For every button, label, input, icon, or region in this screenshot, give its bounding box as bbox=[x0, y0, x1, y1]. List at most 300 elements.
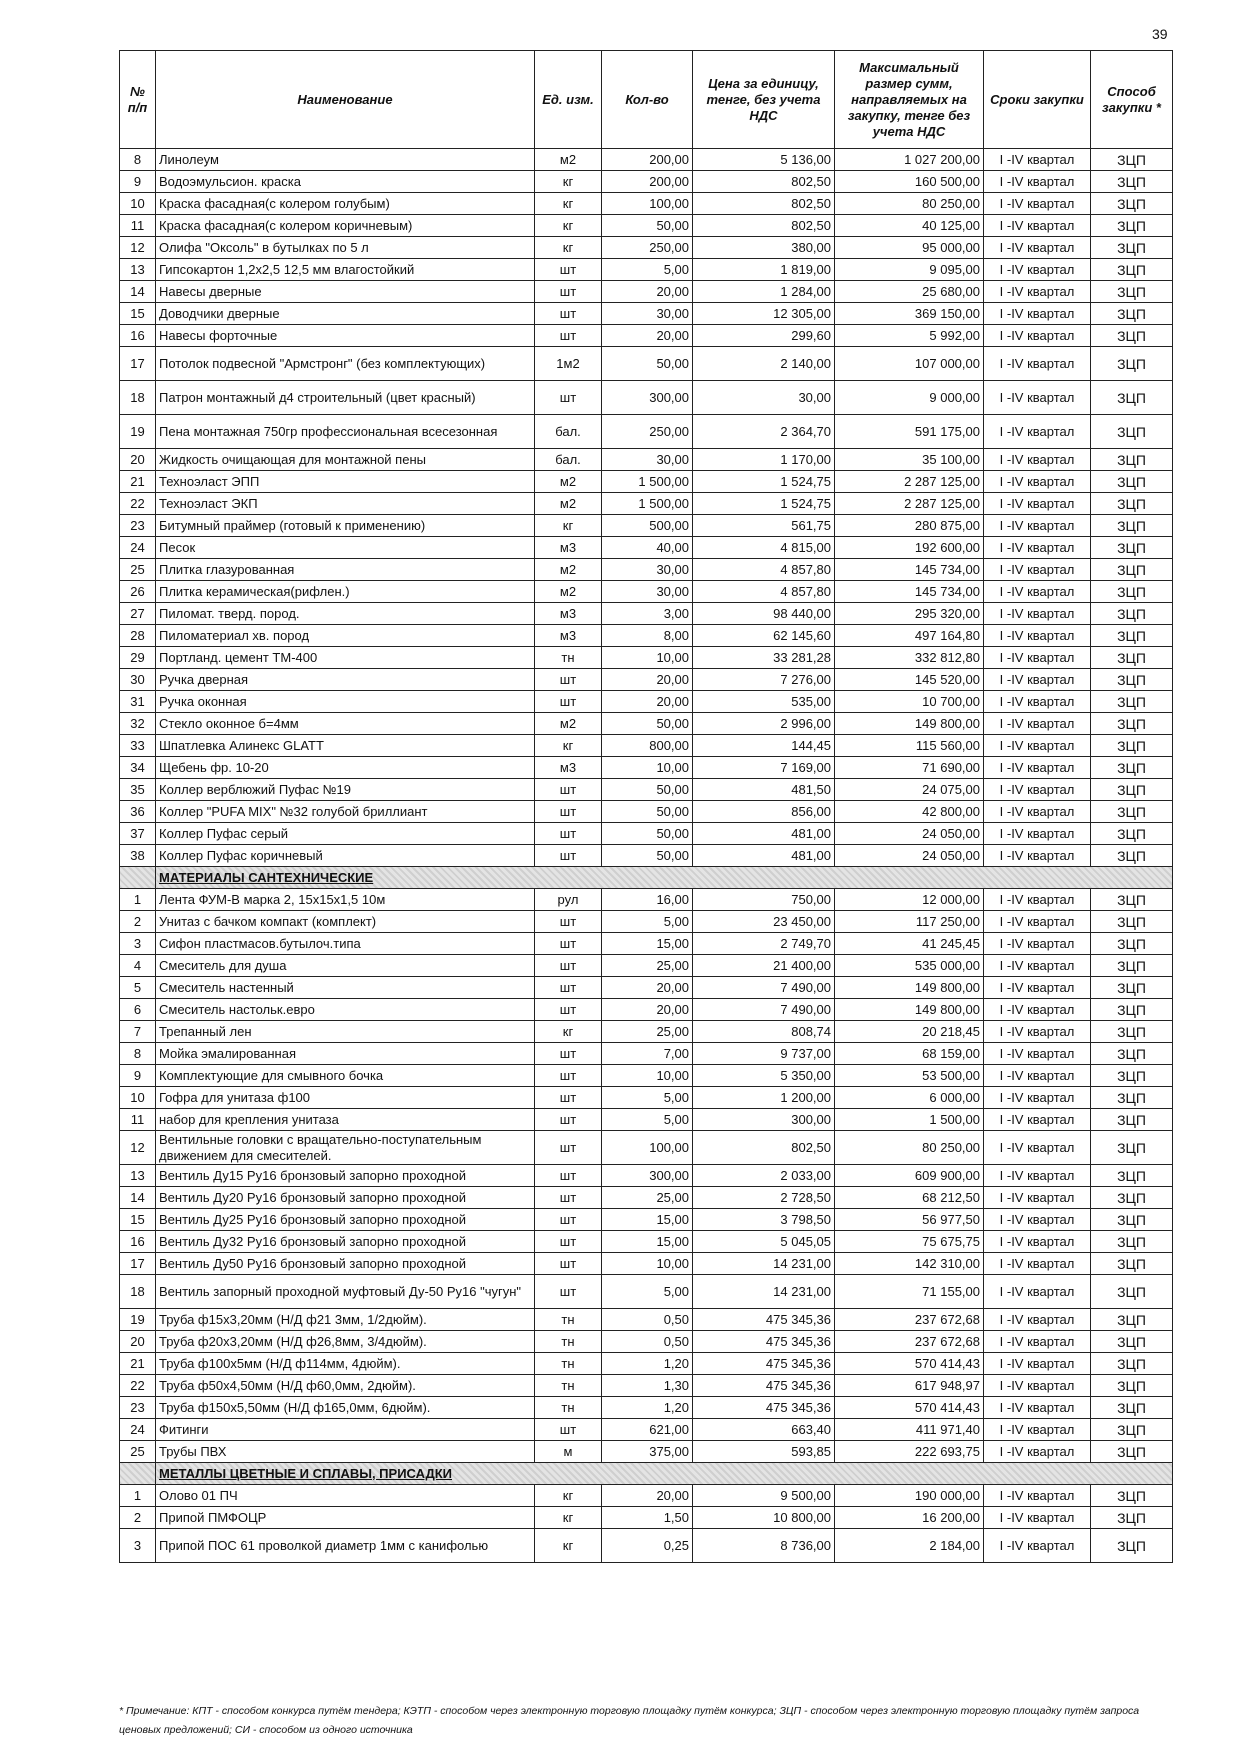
procurement-term-cell: I -IV квартал bbox=[984, 669, 1091, 691]
total-sum-cell: 6 000,00 bbox=[835, 1087, 984, 1109]
total-sum-cell: 9 000,00 bbox=[835, 381, 984, 415]
item-name: Навесы дверные bbox=[156, 281, 535, 303]
header-num: № п/п bbox=[120, 51, 156, 149]
row-number: 5 bbox=[120, 977, 156, 999]
procurement-method-cell: ЗЦП bbox=[1091, 977, 1173, 999]
unit-price-cell: 23 450,00 bbox=[693, 911, 835, 933]
quantity-cell: 621,00 bbox=[602, 1419, 693, 1441]
procurement-term-cell: I -IV квартал bbox=[984, 471, 1091, 493]
procurement-term-cell: I -IV квартал bbox=[984, 1419, 1091, 1441]
unit-price-cell: 9 500,00 bbox=[693, 1485, 835, 1507]
unit-price-cell: 98 440,00 bbox=[693, 603, 835, 625]
total-sum-cell: 192 600,00 bbox=[835, 537, 984, 559]
item-name: Смеситель настольк.евро bbox=[156, 999, 535, 1021]
procurement-method-cell: ЗЦП bbox=[1091, 1507, 1173, 1529]
section-row bbox=[120, 1463, 1173, 1485]
total-sum-cell: 107 000,00 bbox=[835, 347, 984, 381]
table-row bbox=[120, 713, 1173, 735]
unit-price-cell: 475 345,36 bbox=[693, 1397, 835, 1419]
total-sum-cell: 42 800,00 bbox=[835, 801, 984, 823]
quantity-cell: 10,00 bbox=[602, 1065, 693, 1087]
total-sum-cell: 369 150,00 bbox=[835, 303, 984, 325]
procurement-term-cell: I -IV квартал bbox=[984, 1441, 1091, 1463]
row-number: 15 bbox=[120, 1209, 156, 1231]
quantity-cell: 30,00 bbox=[602, 581, 693, 603]
unit-price-cell: 299,60 bbox=[693, 325, 835, 347]
row-number: 36 bbox=[120, 801, 156, 823]
table-row bbox=[120, 1253, 1173, 1275]
item-name: Шпатлевка Алинекс GLATT bbox=[156, 735, 535, 757]
table-row bbox=[120, 647, 1173, 669]
table-row bbox=[120, 955, 1173, 977]
total-sum-cell: 295 320,00 bbox=[835, 603, 984, 625]
unit-cell: шт bbox=[535, 779, 602, 801]
row-number: 9 bbox=[120, 1065, 156, 1087]
total-sum-cell: 570 414,43 bbox=[835, 1397, 984, 1419]
procurement-method-cell: ЗЦП bbox=[1091, 193, 1173, 215]
row-number: 37 bbox=[120, 823, 156, 845]
quantity-cell: 10,00 bbox=[602, 757, 693, 779]
table-row bbox=[120, 1087, 1173, 1109]
table-row bbox=[120, 1065, 1173, 1087]
table-row bbox=[120, 1309, 1173, 1331]
table-row bbox=[120, 823, 1173, 845]
procurement-method-cell: ЗЦП bbox=[1091, 515, 1173, 537]
row-number: 24 bbox=[120, 1419, 156, 1441]
quantity-cell: 20,00 bbox=[602, 1485, 693, 1507]
procurement-term-cell: I -IV квартал bbox=[984, 493, 1091, 515]
procurement-term-cell: I -IV квартал bbox=[984, 1397, 1091, 1419]
unit-cell: тн bbox=[535, 647, 602, 669]
unit-price-cell: 1 170,00 bbox=[693, 449, 835, 471]
procurement-method-cell: ЗЦП bbox=[1091, 1231, 1173, 1253]
unit-cell: бал. bbox=[535, 449, 602, 471]
unit-price-cell: 9 737,00 bbox=[693, 1043, 835, 1065]
procurement-method-cell: ЗЦП bbox=[1091, 1331, 1173, 1353]
table-header-row bbox=[120, 51, 1173, 149]
row-number: 18 bbox=[120, 1275, 156, 1309]
unit-cell: м3 bbox=[535, 537, 602, 559]
row-number: 32 bbox=[120, 713, 156, 735]
table-row bbox=[120, 1529, 1173, 1563]
item-name: Вентиль Ду15 Ру16 бронзовый запорно проходной bbox=[156, 1165, 535, 1187]
unit-cell: тн bbox=[535, 1375, 602, 1397]
item-name: Смеситель настенный bbox=[156, 977, 535, 999]
item-name: Ручка оконная bbox=[156, 691, 535, 713]
procurement-method-cell: ЗЦП bbox=[1091, 1209, 1173, 1231]
row-number: 14 bbox=[120, 281, 156, 303]
table-row bbox=[120, 1165, 1173, 1187]
procurement-term-cell: I -IV квартал bbox=[984, 1375, 1091, 1397]
item-name: Вентиль Ду32 Ру16 бронзовый запорно проходной bbox=[156, 1231, 535, 1253]
unit-cell: кг bbox=[535, 171, 602, 193]
procurement-term-cell: I -IV квартал bbox=[984, 559, 1091, 581]
item-name: Водоэмульсион. краска bbox=[156, 171, 535, 193]
total-sum-cell: 237 672,68 bbox=[835, 1309, 984, 1331]
total-sum-cell: 591 175,00 bbox=[835, 415, 984, 449]
total-sum-cell: 149 800,00 bbox=[835, 977, 984, 999]
procurement-method-cell: ЗЦП bbox=[1091, 381, 1173, 415]
procurement-term-cell: I -IV квартал bbox=[984, 735, 1091, 757]
total-sum-cell: 71 690,00 bbox=[835, 757, 984, 779]
item-name: Комплектующие для смывного бочка bbox=[156, 1065, 535, 1087]
item-name: Вентиль Ду20 Ру16 бронзовый запорно проходной bbox=[156, 1187, 535, 1209]
total-sum-cell: 41 245,45 bbox=[835, 933, 984, 955]
unit-price-cell: 2 996,00 bbox=[693, 713, 835, 735]
unit-price-cell: 14 231,00 bbox=[693, 1275, 835, 1309]
row-number: 19 bbox=[120, 415, 156, 449]
procurement-method-cell: ЗЦП bbox=[1091, 603, 1173, 625]
quantity-cell: 50,00 bbox=[602, 347, 693, 381]
item-name: Труба ф100х5мм (Н/Д ф114мм, 4дюйм). bbox=[156, 1353, 535, 1375]
unit-cell: шт bbox=[535, 801, 602, 823]
total-sum-cell: 149 800,00 bbox=[835, 999, 984, 1021]
procurement-term-cell: I -IV квартал bbox=[984, 1231, 1091, 1253]
table-row bbox=[120, 1419, 1173, 1441]
procurement-method-cell: ЗЦП bbox=[1091, 325, 1173, 347]
header-price: Цена за единицу, тенге, без учета НДС bbox=[693, 51, 835, 149]
row-number: 21 bbox=[120, 1353, 156, 1375]
total-sum-cell: 35 100,00 bbox=[835, 449, 984, 471]
procurement-method-cell: ЗЦП bbox=[1091, 1353, 1173, 1375]
quantity-cell: 1,30 bbox=[602, 1375, 693, 1397]
item-name: Техноэласт ЭПП bbox=[156, 471, 535, 493]
item-name: Краска фасадная(с колером голубым) bbox=[156, 193, 535, 215]
section-blank-cell bbox=[120, 1463, 156, 1485]
quantity-cell: 5,00 bbox=[602, 259, 693, 281]
quantity-cell: 15,00 bbox=[602, 1209, 693, 1231]
unit-cell: м2 bbox=[535, 493, 602, 515]
quantity-cell: 25,00 bbox=[602, 1187, 693, 1209]
row-number: 10 bbox=[120, 1087, 156, 1109]
unit-cell: рул bbox=[535, 889, 602, 911]
item-name: Ручка дверная bbox=[156, 669, 535, 691]
item-name: Линолеум bbox=[156, 149, 535, 171]
procurement-term-cell: I -IV квартал bbox=[984, 713, 1091, 735]
unit-price-cell: 802,50 bbox=[693, 193, 835, 215]
row-number: 26 bbox=[120, 581, 156, 603]
total-sum-cell: 20 218,45 bbox=[835, 1021, 984, 1043]
unit-cell: тн bbox=[535, 1397, 602, 1419]
unit-price-cell: 300,00 bbox=[693, 1109, 835, 1131]
item-name: Патрон монтажный д4 строительный (цвет красный) bbox=[156, 381, 535, 415]
unit-cell: кг bbox=[535, 237, 602, 259]
table-row bbox=[120, 381, 1173, 415]
row-number: 28 bbox=[120, 625, 156, 647]
item-name: Смеситель для душа bbox=[156, 955, 535, 977]
procurement-term-cell: I -IV квартал bbox=[984, 537, 1091, 559]
unit-cell: шт bbox=[535, 1187, 602, 1209]
table-row bbox=[120, 757, 1173, 779]
table-row bbox=[120, 625, 1173, 647]
quantity-cell: 50,00 bbox=[602, 801, 693, 823]
procurement-term-cell: I -IV квартал bbox=[984, 303, 1091, 325]
unit-cell: шт bbox=[535, 1231, 602, 1253]
item-name: Труба ф15х3,20мм (Н/Д ф21 3мм, 1/2дюйм). bbox=[156, 1309, 535, 1331]
section-blank-cell bbox=[120, 867, 156, 889]
procurement-method-cell: ЗЦП bbox=[1091, 933, 1173, 955]
total-sum-cell: 75 675,75 bbox=[835, 1231, 984, 1253]
quantity-cell: 20,00 bbox=[602, 977, 693, 999]
quantity-cell: 300,00 bbox=[602, 1165, 693, 1187]
procurement-method-cell: ЗЦП bbox=[1091, 1309, 1173, 1331]
unit-price-cell: 62 145,60 bbox=[693, 625, 835, 647]
item-name: Пиломатериал хв. пород bbox=[156, 625, 535, 647]
row-number: 31 bbox=[120, 691, 156, 713]
procurement-method-cell: ЗЦП bbox=[1091, 559, 1173, 581]
table-row bbox=[120, 493, 1173, 515]
item-name: Припой ПМФОЦР bbox=[156, 1507, 535, 1529]
total-sum-cell: 80 250,00 bbox=[835, 1131, 984, 1165]
unit-cell: кг bbox=[535, 515, 602, 537]
procurement-term-cell: I -IV квартал bbox=[984, 647, 1091, 669]
unit-price-cell: 2 140,00 bbox=[693, 347, 835, 381]
procurement-method-cell: ЗЦП bbox=[1091, 735, 1173, 757]
quantity-cell: 8,00 bbox=[602, 625, 693, 647]
procurement-term-cell: I -IV квартал bbox=[984, 1331, 1091, 1353]
total-sum-cell: 145 734,00 bbox=[835, 559, 984, 581]
procurement-term-cell: I -IV квартал bbox=[984, 1087, 1091, 1109]
item-name: Лента ФУМ-В марка 2, 15х15х1,5 10м bbox=[156, 889, 535, 911]
table-row bbox=[120, 1231, 1173, 1253]
item-name: Гипсокартон 1,2х2,5 12,5 мм влагостойкий bbox=[156, 259, 535, 281]
unit-cell: шт bbox=[535, 977, 602, 999]
procurement-method-cell: ЗЦП bbox=[1091, 801, 1173, 823]
total-sum-cell: 609 900,00 bbox=[835, 1165, 984, 1187]
total-sum-cell: 117 250,00 bbox=[835, 911, 984, 933]
item-name: Вентиль Ду25 Ру16 бронзовый запорно проходной bbox=[156, 1209, 535, 1231]
quantity-cell: 500,00 bbox=[602, 515, 693, 537]
item-name: Битумный праймер (готовый к применению) bbox=[156, 515, 535, 537]
unit-price-cell: 1 200,00 bbox=[693, 1087, 835, 1109]
unit-price-cell: 7 169,00 bbox=[693, 757, 835, 779]
item-name: Плитка керамическая(рифлен.) bbox=[156, 581, 535, 603]
header-sum: Максимальный размер сумм, направляемых на закупку, тенге без учета НДС bbox=[835, 51, 984, 149]
quantity-cell: 250,00 bbox=[602, 237, 693, 259]
quantity-cell: 300,00 bbox=[602, 381, 693, 415]
row-number: 1 bbox=[120, 889, 156, 911]
item-name: Плитка глазурованная bbox=[156, 559, 535, 581]
row-number: 22 bbox=[120, 493, 156, 515]
quantity-cell: 1,20 bbox=[602, 1397, 693, 1419]
unit-price-cell: 10 800,00 bbox=[693, 1507, 835, 1529]
total-sum-cell: 24 050,00 bbox=[835, 845, 984, 867]
unit-cell: шт bbox=[535, 325, 602, 347]
unit-price-cell: 12 305,00 bbox=[693, 303, 835, 325]
procurement-method-cell: ЗЦП bbox=[1091, 449, 1173, 471]
unit-price-cell: 475 345,36 bbox=[693, 1353, 835, 1375]
table-row bbox=[120, 1353, 1173, 1375]
procurement-term-cell: I -IV квартал bbox=[984, 1253, 1091, 1275]
section-row bbox=[120, 867, 1173, 889]
procurement-term-cell: I -IV квартал bbox=[984, 1507, 1091, 1529]
total-sum-cell: 411 971,40 bbox=[835, 1419, 984, 1441]
item-name: Вентильные головки с вращательно-поступательным движением для смесителей. bbox=[156, 1131, 535, 1165]
unit-cell: м bbox=[535, 1441, 602, 1463]
unit-price-cell: 1 524,75 bbox=[693, 471, 835, 493]
table-body bbox=[120, 149, 1173, 1563]
total-sum-cell: 16 200,00 bbox=[835, 1507, 984, 1529]
quantity-cell: 20,00 bbox=[602, 669, 693, 691]
quantity-cell: 50,00 bbox=[602, 823, 693, 845]
table-row bbox=[120, 1131, 1173, 1165]
quantity-cell: 100,00 bbox=[602, 1131, 693, 1165]
footnote: * Примечание: КПТ - способом конкурса путём тендера; КЭТП - способом через электронную торговую площадку путём конкурса; ЗЦП - способом через электронную торговую площадку путём запроса ценовых предложений; СИ - способом из одного источника bbox=[119, 1705, 1140, 1736]
procurement-method-cell: ЗЦП bbox=[1091, 581, 1173, 603]
quantity-cell: 100,00 bbox=[602, 193, 693, 215]
procurement-term-cell: I -IV квартал bbox=[984, 955, 1091, 977]
procurement-term-cell: I -IV квартал bbox=[984, 581, 1091, 603]
item-name: Труба ф20х3,20мм (Н/Д ф26,8мм, 3/4дюйм). bbox=[156, 1331, 535, 1353]
item-name: Краска фасадная(с колером коричневым) bbox=[156, 215, 535, 237]
total-sum-cell: 570 414,43 bbox=[835, 1353, 984, 1375]
procurement-method-cell: ЗЦП bbox=[1091, 1087, 1173, 1109]
row-number: 13 bbox=[120, 259, 156, 281]
section-title: МЕТАЛЛЫ ЦВЕТНЫЕ И СПЛАВЫ, ПРИСАДКИ bbox=[156, 1463, 1173, 1485]
quantity-cell: 0,50 bbox=[602, 1309, 693, 1331]
table-row bbox=[120, 237, 1173, 259]
procurement-term-cell: I -IV квартал bbox=[984, 845, 1091, 867]
procurement-method-cell: ЗЦП bbox=[1091, 1043, 1173, 1065]
unit-price-cell: 808,74 bbox=[693, 1021, 835, 1043]
unit-cell: шт bbox=[535, 1209, 602, 1231]
procurement-method-cell: ЗЦП bbox=[1091, 1253, 1173, 1275]
procurement-method-cell: ЗЦП bbox=[1091, 493, 1173, 515]
section-title: МАТЕРИАЛЫ САНТЕХНИЧЕСКИЕ bbox=[156, 867, 1173, 889]
table-row bbox=[120, 933, 1173, 955]
procurement-method-cell: ЗЦП bbox=[1091, 215, 1173, 237]
row-number: 22 bbox=[120, 1375, 156, 1397]
quantity-cell: 0,50 bbox=[602, 1331, 693, 1353]
item-name: Трубы ПВХ bbox=[156, 1441, 535, 1463]
total-sum-cell: 9 095,00 bbox=[835, 259, 984, 281]
procurement-term-cell: I -IV квартал bbox=[984, 1275, 1091, 1309]
row-number: 21 bbox=[120, 471, 156, 493]
unit-cell: тн bbox=[535, 1353, 602, 1375]
procurement-method-cell: ЗЦП bbox=[1091, 757, 1173, 779]
total-sum-cell: 145 734,00 bbox=[835, 581, 984, 603]
item-name: Коллер "PUFA MIX" №32 голубой бриллиант bbox=[156, 801, 535, 823]
unit-price-cell: 33 281,28 bbox=[693, 647, 835, 669]
total-sum-cell: 1 027 200,00 bbox=[835, 149, 984, 171]
header-term: Сроки закупки bbox=[984, 51, 1091, 149]
table-row bbox=[120, 845, 1173, 867]
procurement-term-cell: I -IV квартал bbox=[984, 801, 1091, 823]
unit-price-cell: 481,00 bbox=[693, 823, 835, 845]
table-row bbox=[120, 1397, 1173, 1419]
procurement-term-cell: I -IV квартал bbox=[984, 823, 1091, 845]
procurement-method-cell: ЗЦП bbox=[1091, 1065, 1173, 1087]
unit-cell: м2 bbox=[535, 471, 602, 493]
item-name: Олово 01 ПЧ bbox=[156, 1485, 535, 1507]
procurement-term-cell: I -IV квартал bbox=[984, 237, 1091, 259]
table-row bbox=[120, 215, 1173, 237]
unit-cell: 1м2 bbox=[535, 347, 602, 381]
unit-price-cell: 475 345,36 bbox=[693, 1331, 835, 1353]
row-number: 1 bbox=[120, 1485, 156, 1507]
unit-price-cell: 1 819,00 bbox=[693, 259, 835, 281]
row-number: 13 bbox=[120, 1165, 156, 1187]
unit-price-cell: 481,00 bbox=[693, 845, 835, 867]
procurement-method-cell: ЗЦП bbox=[1091, 779, 1173, 801]
item-name: Труба ф150х5,50мм (Н/Д ф165,0мм, 6дюйм). bbox=[156, 1397, 535, 1419]
total-sum-cell: 68 159,00 bbox=[835, 1043, 984, 1065]
unit-price-cell: 663,40 bbox=[693, 1419, 835, 1441]
header-name: Наименование bbox=[156, 51, 535, 149]
procurement-method-cell: ЗЦП bbox=[1091, 823, 1173, 845]
total-sum-cell: 222 693,75 bbox=[835, 1441, 984, 1463]
procurement-term-cell: I -IV квартал bbox=[984, 757, 1091, 779]
item-name: Гофра для унитаза ф100 bbox=[156, 1087, 535, 1109]
unit-cell: шт bbox=[535, 823, 602, 845]
quantity-cell: 50,00 bbox=[602, 779, 693, 801]
quantity-cell: 7,00 bbox=[602, 1043, 693, 1065]
total-sum-cell: 24 050,00 bbox=[835, 823, 984, 845]
row-number: 20 bbox=[120, 1331, 156, 1353]
unit-price-cell: 7 276,00 bbox=[693, 669, 835, 691]
procurement-method-cell: ЗЦП bbox=[1091, 955, 1173, 977]
procurement-method-cell: ЗЦП bbox=[1091, 1275, 1173, 1309]
item-name: Вентиль Ду50 Ру16 бронзовый запорно проходной bbox=[156, 1253, 535, 1275]
unit-price-cell: 2 364,70 bbox=[693, 415, 835, 449]
table-row bbox=[120, 347, 1173, 381]
total-sum-cell: 2 287 125,00 bbox=[835, 493, 984, 515]
table-row bbox=[120, 691, 1173, 713]
procurement-method-cell: ЗЦП bbox=[1091, 1131, 1173, 1165]
row-number: 3 bbox=[120, 933, 156, 955]
unit-price-cell: 802,50 bbox=[693, 1131, 835, 1165]
procurement-method-cell: ЗЦП bbox=[1091, 1165, 1173, 1187]
procurement-term-cell: I -IV квартал bbox=[984, 347, 1091, 381]
unit-price-cell: 750,00 bbox=[693, 889, 835, 911]
procurement-term-cell: I -IV квартал bbox=[984, 933, 1091, 955]
unit-cell: шт bbox=[535, 281, 602, 303]
total-sum-cell: 40 125,00 bbox=[835, 215, 984, 237]
procurement-term-cell: I -IV квартал bbox=[984, 999, 1091, 1021]
item-name: Пиломат. тверд. пород. bbox=[156, 603, 535, 625]
unit-price-cell: 2 728,50 bbox=[693, 1187, 835, 1209]
procurement-method-cell: ЗЦП bbox=[1091, 845, 1173, 867]
quantity-cell: 25,00 bbox=[602, 1021, 693, 1043]
row-number: 11 bbox=[120, 215, 156, 237]
table-row bbox=[120, 537, 1173, 559]
unit-cell: кг bbox=[535, 1485, 602, 1507]
unit-cell: кг bbox=[535, 1529, 602, 1563]
unit-cell: бал. bbox=[535, 415, 602, 449]
procurement-method-cell: ЗЦП bbox=[1091, 713, 1173, 735]
unit-cell: шт bbox=[535, 1131, 602, 1165]
table-row bbox=[120, 449, 1173, 471]
unit-cell: шт bbox=[535, 845, 602, 867]
table-row bbox=[120, 735, 1173, 757]
row-number: 34 bbox=[120, 757, 156, 779]
table-row bbox=[120, 889, 1173, 911]
table-row bbox=[120, 149, 1173, 171]
total-sum-cell: 280 875,00 bbox=[835, 515, 984, 537]
quantity-cell: 375,00 bbox=[602, 1441, 693, 1463]
procurement-term-cell: I -IV квартал bbox=[984, 603, 1091, 625]
row-number: 12 bbox=[120, 237, 156, 259]
unit-price-cell: 380,00 bbox=[693, 237, 835, 259]
unit-cell: шт bbox=[535, 1065, 602, 1087]
table-row bbox=[120, 581, 1173, 603]
total-sum-cell: 145 520,00 bbox=[835, 669, 984, 691]
unit-cell: м2 bbox=[535, 713, 602, 735]
procurement-term-cell: I -IV квартал bbox=[984, 259, 1091, 281]
quantity-cell: 5,00 bbox=[602, 911, 693, 933]
procurement-method-cell: ЗЦП bbox=[1091, 1187, 1173, 1209]
unit-price-cell: 4 815,00 bbox=[693, 537, 835, 559]
